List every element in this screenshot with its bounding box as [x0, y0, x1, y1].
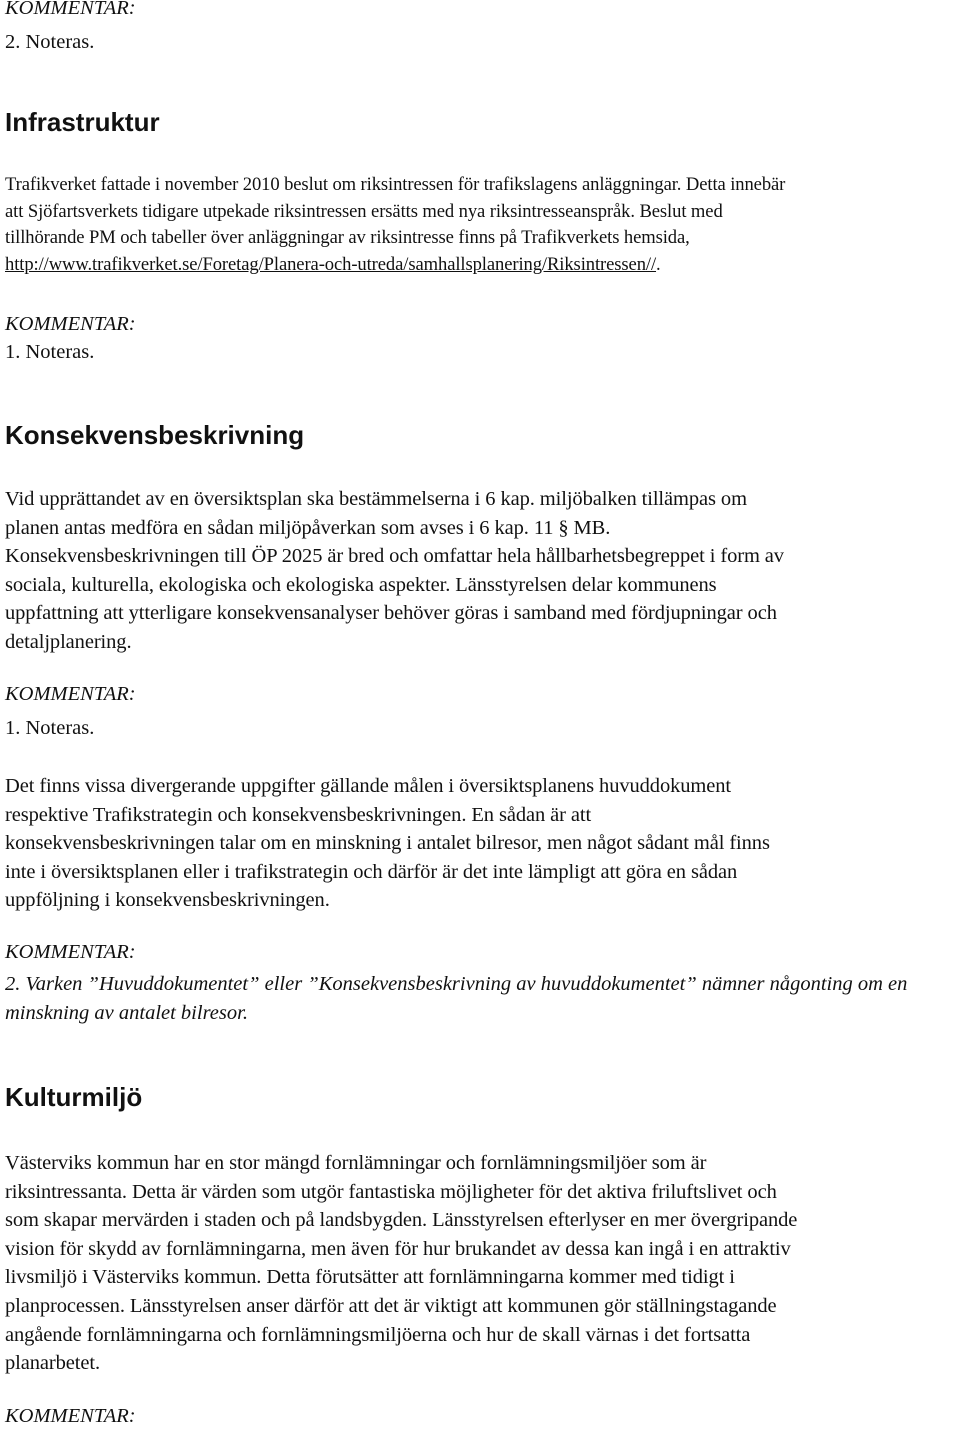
paragraph-line: tillhörande PM och tabeller över anläggningar av riksintresse finns på Trafikverkets hemsida, — [5, 227, 690, 248]
paragraph-line: uppföljning i konsekvensbeskrivningen. — [5, 889, 330, 912]
paragraph-line: planen antas medföra en sådan miljöpåverkan som avses i 6 kap. 11 § MB. — [5, 516, 611, 539]
paragraph-line: planarbetet. — [5, 1352, 100, 1375]
note-line: minskning av antalet bilresor. — [5, 1001, 248, 1024]
paragraph-line: konsekvensbeskrivningen talar om en minskning i antalet bilresor, men något sådant mål finns — [5, 832, 770, 855]
heading-infrastruktur: Infrastruktur — [5, 107, 160, 137]
paragraph-line: angående fornlämningarna och fornlämningsmiljöerna och hur de skall värnas i det fortsatta — [5, 1323, 751, 1346]
paragraph-line: Det finns vissa divergerande uppgifter gällande målen i översiktsplanens huvuddokument — [5, 775, 731, 797]
paragraph-kulturmiljo — [5, 1149, 797, 1378]
comment-note: 1. Noteras. — [5, 341, 95, 363]
paragraph-line: vision för skydd av fornlämningarna, men även för hur brukandet av dessa kan ingå i en attraktiv — [5, 1237, 791, 1260]
comment-label: KOMMENTAR: — [5, 683, 136, 705]
heading-kulturmiljo: Kulturmiljö — [5, 1082, 143, 1112]
note-line: 2. Varken ”Huvuddokumentet” eller ”Konsekvensbeskrivning av huvuddokumentet” nämner någonting om en — [5, 973, 908, 995]
link-suffix: . — [656, 253, 661, 275]
paragraph-line: sociala, kulturella, ekologiska och ekologiska aspekter. Länsstyrelsen delar kommunens — [5, 573, 717, 596]
comment-note — [5, 970, 907, 1027]
paragraph-line: uppfattning att ytterligare konsekvensanalyser behöver göras i samband med fördjupningar och — [5, 602, 777, 625]
trafikverket-link[interactable]: http://www.trafikverket.se/Foretag/Planera-och-utreda/samhallsplanering/Riksintressen// — [5, 253, 657, 275]
paragraph-line: som skapar mervärden i staden och på landsbygden. Länsstyrelsen efterlyser en mer övergripande — [5, 1209, 798, 1232]
paragraph-line: Västerviks kommun har en stor mängd fornlämningar och fornlämningsmiljöer som är — [5, 1152, 707, 1174]
comment-note: 2. Noteras. — [5, 31, 95, 53]
paragraph-konsekvensbeskrivning — [5, 485, 784, 657]
paragraph-line: respektive Trafikstrategin och konsekvensbeskrivningen. En sådan är att — [5, 803, 592, 826]
comment-label: KOMMENTAR: — [5, 941, 136, 963]
paragraph-line: livsmiljö i Västerviks kommun. Detta förutsätter att fornlämningarna kommer med tidigt i — [5, 1266, 735, 1289]
paragraph-infrastruktur — [5, 172, 785, 278]
paragraph-divergent — [5, 772, 770, 915]
comment-note: 1. Noteras. — [5, 717, 95, 739]
heading-konsekvensbeskrivning: Konsekvensbeskrivning — [5, 420, 305, 450]
paragraph-line: planprocessen. Länsstyrelsen anser därför att det är viktigt att kommunen gör ställningstagande — [5, 1294, 777, 1317]
paragraph-line: Trafikverket fattade i november 2010 beslut om riksintressen för trafikslagens anläggningar. Detta innebär — [5, 174, 786, 195]
paragraph-line: inte i översiktsplanen eller i trafikstrategin och därför är det inte lämpligt att göra en sådan — [5, 860, 738, 883]
paragraph-line: Vid upprättandet av en översiktsplan ska bestämmelserna i 6 kap. miljöbalken tillämpas om — [5, 488, 747, 510]
paragraph-line: detaljplanering. — [5, 630, 132, 653]
comment-label: KOMMENTAR: — [5, 0, 136, 19]
link-line — [5, 252, 785, 279]
comment-label: KOMMENTAR: — [5, 1405, 136, 1427]
paragraph-line: att Sjöfartsverkets tidigare utpekade riksintressen ersätts med nya riksintresseanspråk. Beslut med — [5, 200, 723, 222]
paragraph-line: Konsekvensbeskrivningen till ÖP 2025 är bred och omfattar hela hållbarhetsbegreppet i form av — [5, 545, 784, 568]
comment-label: KOMMENTAR: — [5, 313, 136, 335]
paragraph-line: riksintressanta. Detta är värden som utgör fantastiska möjligheter för det aktiva friluftslivet och — [5, 1180, 777, 1203]
